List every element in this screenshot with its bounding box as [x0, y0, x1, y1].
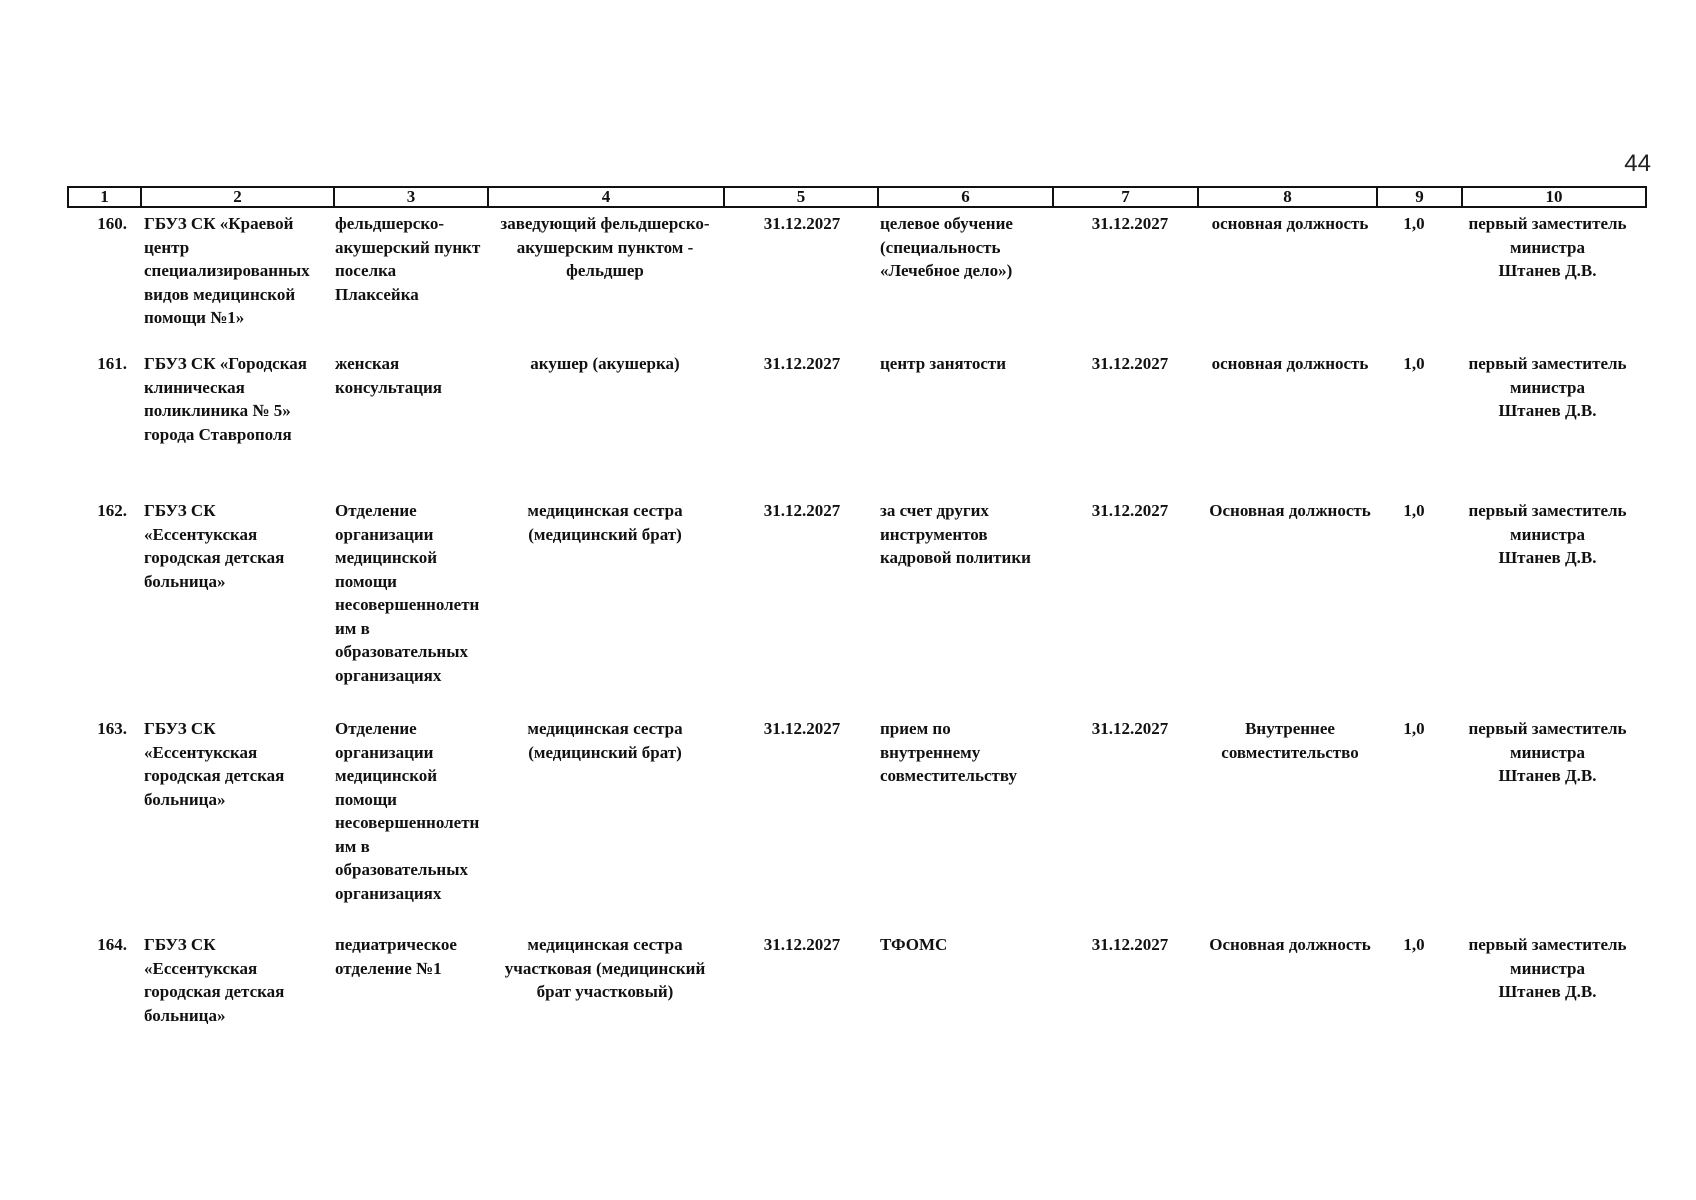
division-name: фельдшерско- акушерский пункт поселка Плаксейка: [335, 214, 481, 304]
staffing-method: центр занятости: [880, 354, 1007, 373]
staff-rate: 1,0: [1403, 501, 1425, 520]
position-title: медицинская сестра участковая (медицинский брат участковый): [504, 935, 706, 1001]
completion-date: 31.12.2027: [1091, 501, 1169, 520]
header-cell-6: 6: [878, 187, 1053, 207]
position-title: акушер (акушерка): [530, 354, 680, 373]
organization-name: ГБУЗ СК «Ессентукская городская детская больница»: [144, 501, 285, 591]
header-cell-9: 9: [1377, 187, 1462, 207]
employment-type: основная должность: [1211, 354, 1369, 373]
employment-type: Основная должность: [1209, 935, 1371, 954]
completion-date: 31.12.2027: [1091, 935, 1169, 954]
staff-rate: 1,0: [1403, 214, 1425, 233]
responsible-person: первый заместитель министра Штанев Д.В.: [1468, 719, 1627, 785]
row-number: 162.: [97, 501, 127, 520]
row-number: 160.: [97, 214, 127, 233]
organization-name: ГБУЗ СК «Городская клиническая поликлиника № 5» города Ставрополя: [144, 354, 307, 444]
row-number: 161.: [97, 354, 127, 373]
completion-date: 31.12.2027: [1091, 354, 1169, 373]
header-cell-8: 8: [1198, 187, 1377, 207]
deadline-date: 31.12.2027: [763, 935, 841, 954]
employment-type: Основная должность: [1209, 501, 1371, 520]
organization-name: ГБУЗ СК «Ессентукская городская детская больница»: [144, 935, 285, 1025]
staffing-method: ТФОМС: [880, 935, 948, 954]
responsible-person: первый заместитель министра Штанев Д.В.: [1468, 935, 1627, 1001]
position-title: медицинская сестра (медицинский брат): [527, 719, 683, 762]
header-cell-1: 1: [68, 187, 141, 207]
page-number: 44: [1624, 150, 1651, 177]
division-name: Отделение организации медицинской помощи несовершеннолетн им в образовательных организациях: [335, 501, 480, 685]
deadline-date: 31.12.2027: [763, 354, 841, 373]
header-cell-5: 5: [724, 187, 878, 207]
staffing-method: целевое обучение (специальность «Лечебное дело»): [880, 214, 1013, 280]
header-cell-4: 4: [488, 187, 724, 207]
header-cell-10: 10: [1462, 187, 1646, 207]
staff-rate: 1,0: [1403, 719, 1425, 738]
organization-name: ГБУЗ СК «Краевой центр специализированных видов медицинской помощи №1»: [144, 214, 310, 327]
employment-type: основная должность: [1211, 214, 1369, 233]
row-number: 163.: [97, 719, 127, 738]
responsible-person: первый заместитель министра Штанев Д.В.: [1468, 214, 1627, 280]
staff-rate: 1,0: [1403, 354, 1425, 373]
completion-date: 31.12.2027: [1091, 719, 1169, 738]
position-title: медицинская сестра (медицинский брат): [527, 501, 683, 544]
header-cell-7: 7: [1053, 187, 1198, 207]
division-name: Отделение организации медицинской помощи несовершеннолетн им в образовательных организациях: [335, 719, 480, 903]
column-number-header: [67, 186, 1647, 208]
deadline-date: 31.12.2027: [763, 719, 841, 738]
deadline-date: 31.12.2027: [763, 501, 841, 520]
organization-name: ГБУЗ СК «Ессентукская городская детская больница»: [144, 719, 285, 809]
division-name: женская консультация: [335, 354, 442, 397]
responsible-person: первый заместитель министра Штанев Д.В.: [1468, 354, 1627, 420]
staff-rate: 1,0: [1403, 935, 1425, 954]
row-number: 164.: [97, 935, 127, 954]
header-row: [68, 187, 1646, 207]
staffing-method: за счет других инструментов кадровой политики: [880, 501, 1031, 567]
completion-date: 31.12.2027: [1091, 214, 1169, 233]
division-name: педиатрическое отделение №1: [335, 935, 457, 978]
header-cell-2: 2: [141, 187, 334, 207]
header-cell-3: 3: [334, 187, 488, 207]
staffing-method: прием по внутреннему совместительству: [880, 719, 1017, 785]
deadline-date: 31.12.2027: [763, 214, 841, 233]
employment-type: Внутреннее совместительство: [1221, 719, 1359, 762]
responsible-person: первый заместитель министра Штанев Д.В.: [1468, 501, 1627, 567]
position-title: заведующий фельдшерско- акушерским пунктом - фельдшер: [500, 214, 710, 280]
